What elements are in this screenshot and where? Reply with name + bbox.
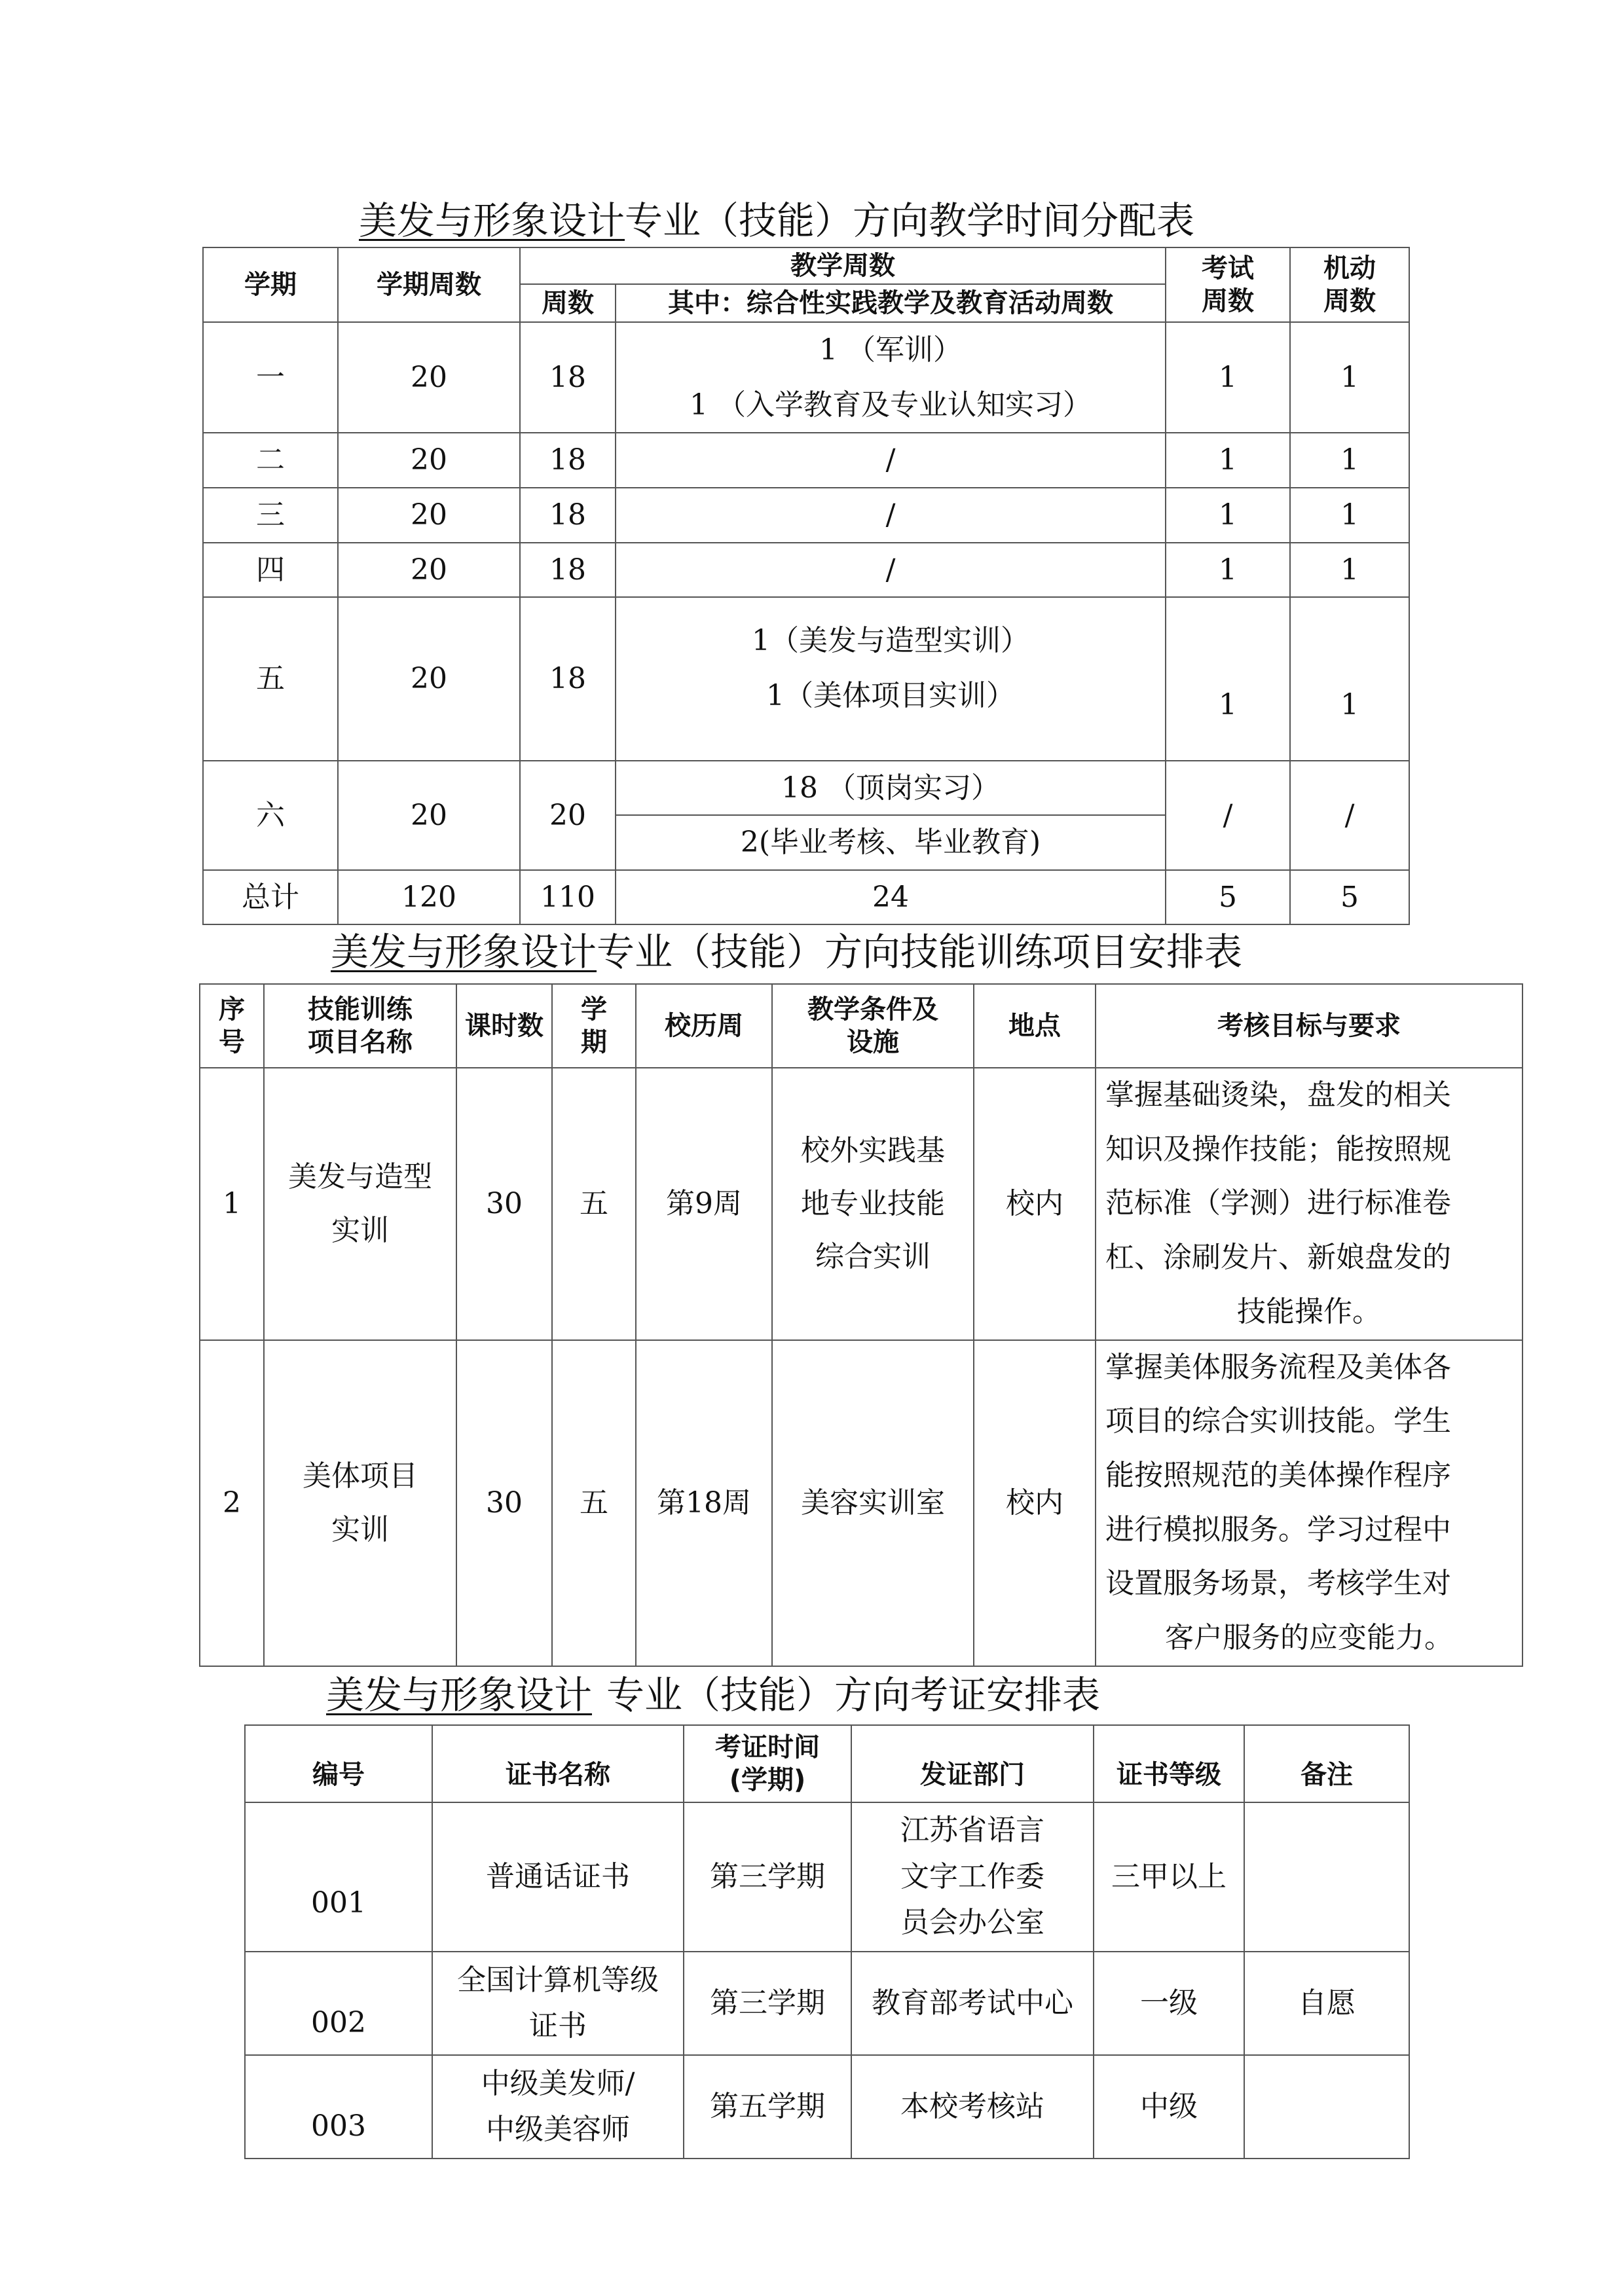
table1-title-underlined: 美发与形象设计 (359, 198, 625, 243)
skill-training-table (199, 983, 1523, 1667)
cell-week: 第18周 (636, 1340, 772, 1666)
table2-title (331, 930, 1243, 974)
cell-term: 四 (203, 543, 338, 597)
cell-flex: 1 (1290, 543, 1409, 597)
cell-cert-no: 001 (245, 1802, 432, 1952)
table1-title-rest: 专业（技能）方向教学时间分配表 (625, 198, 1195, 243)
cell-no: 1 (200, 1068, 264, 1340)
header-flex-weeks: 机动 周数 (1290, 247, 1409, 322)
cell-issuer: 教育部考试中心 (851, 1952, 1094, 2055)
cell-note: 自愿 (1244, 1952, 1409, 2055)
cell-exam: 1 (1166, 322, 1290, 433)
header-issuer: 发证部门 (851, 1725, 1094, 1802)
cell-term: 六 (203, 761, 338, 870)
cell-weeks: 18 (520, 433, 616, 488)
cell-practice: 1（美发与造型实训） 1（美体项目实训） (616, 597, 1166, 761)
cell-term: 五 (203, 597, 338, 761)
header-conditions: 教学条件及 设施 (772, 984, 974, 1068)
cell-term-weeks: 20 (338, 761, 520, 870)
table-row-total (203, 870, 1409, 924)
cell-note (1244, 2055, 1409, 2159)
cell-cert-name: 中级美发师/ 中级美容师 (432, 2055, 684, 2159)
cell-exam: 1 (1166, 433, 1290, 488)
header-hours: 课时数 (456, 984, 552, 1068)
header-note: 备注 (1244, 1725, 1409, 1802)
cell-cert-name: 普通话证书 (432, 1802, 684, 1952)
cell-flex: 1 (1290, 488, 1409, 542)
cell-place: 校内 (974, 1340, 1096, 1666)
header-term-weeks: 学期周数 (338, 247, 520, 322)
header-exam-time: 考证时间 (学期) (684, 1725, 851, 1802)
cell-hours: 30 (456, 1068, 552, 1340)
teaching-time-table (202, 247, 1410, 925)
cell-practice: / (616, 543, 1166, 597)
table-row (245, 1802, 1409, 1952)
cell-term-weeks: 20 (338, 543, 520, 597)
table-row (245, 1952, 1409, 2055)
cell-exam-time: 第三学期 (684, 1952, 851, 2055)
cell-issuer: 本校考核站 (851, 2055, 1094, 2159)
cell-note (1244, 1802, 1409, 1952)
cell-term-weeks: 20 (338, 488, 520, 542)
header-cert-name: 证书名称 (432, 1725, 684, 1802)
table-row (203, 488, 1409, 542)
cell-week: 第9周 (636, 1068, 772, 1340)
cell-issuer: 江苏省语言 文字工作委 员会办公室 (851, 1802, 1094, 1952)
header-practice: 其中：综合性实践教学及教育活动周数 (616, 284, 1166, 322)
cell-weeks: 18 (520, 597, 616, 761)
cell-flex: 1 (1290, 322, 1409, 433)
cell-practice: / (616, 488, 1166, 542)
cell-exam: / (1166, 761, 1290, 870)
certificate-table (244, 1724, 1410, 2159)
cell-cert-level: 三甲以上 (1094, 1802, 1244, 1952)
table-row (203, 543, 1409, 597)
table-row (203, 761, 1409, 815)
table-row (203, 322, 1409, 433)
table2-title-underlined: 美发与形象设计 (331, 930, 597, 974)
cell-no: 2 (200, 1340, 264, 1666)
cell-exam: 1 (1166, 543, 1290, 597)
cell-weeks: 18 (520, 543, 616, 597)
table1-title (359, 198, 1195, 243)
cell-exam: 1 (1166, 488, 1290, 542)
cell-hours: 30 (456, 1340, 552, 1666)
table3-title (326, 1673, 1101, 1717)
cell-total-label: 总计 (203, 870, 338, 924)
header-term: 学期 (203, 247, 338, 322)
header-teach-weeks: 教学周数 (520, 247, 1166, 284)
cell-term: 五 (552, 1340, 636, 1666)
cell-weeks: 18 (520, 488, 616, 542)
cell-flex: 1 (1290, 597, 1409, 761)
cell-cert-no: 002 (245, 1952, 432, 2055)
header-exam-weeks: 考试 周数 (1166, 247, 1290, 322)
cell-project-name: 美体项目 实训 (264, 1340, 456, 1666)
cell-cert-name: 全国计算机等级 证书 (432, 1952, 684, 2055)
cell-term: 二 (203, 433, 338, 488)
header-weeks: 周数 (520, 284, 616, 322)
cell-exam-time: 第五学期 (684, 2055, 851, 2159)
table3-title-underlined: 美发与形象设计 (326, 1673, 593, 1717)
cell-total-practice: 24 (616, 870, 1166, 924)
header-week: 校历周 (636, 984, 772, 1068)
cell-flex: 1 (1290, 433, 1409, 488)
cell-practice: / (616, 433, 1166, 488)
cell-goal: 掌握基础烫染，盘发的相关 知识及操作技能；能按照规 范标准（学测）进行标准卷 杠、涂刷发片、新娘盘发的 技能操作。 (1096, 1068, 1522, 1340)
cell-flex: / (1290, 761, 1409, 870)
header-cert-no: 编号 (245, 1725, 432, 1802)
table-row (200, 1068, 1522, 1340)
table-row (200, 1340, 1522, 1666)
table2-title-rest: 专业（技能）方向技能训练项目安排表 (597, 930, 1243, 974)
cell-practice: 1 （军训） 1 （入学教育及专业认知实习） (616, 322, 1166, 433)
header-goal: 考核目标与要求 (1096, 984, 1522, 1068)
cell-place: 校内 (974, 1068, 1096, 1340)
cell-term: 一 (203, 322, 338, 433)
cell-cert-no: 003 (245, 2055, 432, 2159)
header-term: 学 期 (552, 984, 636, 1068)
header-project-name: 技能训练 项目名称 (264, 984, 456, 1068)
cell-term: 三 (203, 488, 338, 542)
cell-cert-level: 中级 (1094, 2055, 1244, 2159)
cell-conditions: 美容实训室 (772, 1340, 974, 1666)
cell-practice: 18 （顶岗实习） (616, 761, 1166, 815)
cell-term-weeks: 20 (338, 433, 520, 488)
cell-term-weeks: 20 (338, 322, 520, 433)
cell-practice: 2(毕业考核、毕业教育) (616, 815, 1166, 869)
table-row (203, 597, 1409, 761)
cell-total-exam: 5 (1166, 870, 1290, 924)
cell-total-flex: 5 (1290, 870, 1409, 924)
cell-exam-time: 第三学期 (684, 1802, 851, 1952)
table-row (245, 2055, 1409, 2159)
cell-weeks: 20 (520, 761, 616, 870)
cell-weeks: 18 (520, 322, 616, 433)
header-cert-level: 证书等级 (1094, 1725, 1244, 1802)
cell-term: 五 (552, 1068, 636, 1340)
header-place: 地点 (974, 984, 1096, 1068)
table3-title-rest: 专业（技能）方向考证安排表 (606, 1673, 1101, 1717)
table-row (203, 433, 1409, 488)
cell-exam: 1 (1166, 597, 1290, 761)
header-no: 序 号 (200, 984, 264, 1068)
cell-conditions: 校外实践基 地专业技能 综合实训 (772, 1068, 974, 1340)
cell-project-name: 美发与造型 实训 (264, 1068, 456, 1340)
cell-total-weeks: 110 (520, 870, 616, 924)
cell-cert-level: 一级 (1094, 1952, 1244, 2055)
cell-total-term-weeks: 120 (338, 870, 520, 924)
cell-term-weeks: 20 (338, 597, 520, 761)
cell-goal: 掌握美体服务流程及美体各 项目的综合实训技能。学生 能按照规范的美体操作程序 进行模拟服务。学习过程中 设置服务场景，考核学生对 客户服务的应变能力。 (1096, 1340, 1522, 1666)
